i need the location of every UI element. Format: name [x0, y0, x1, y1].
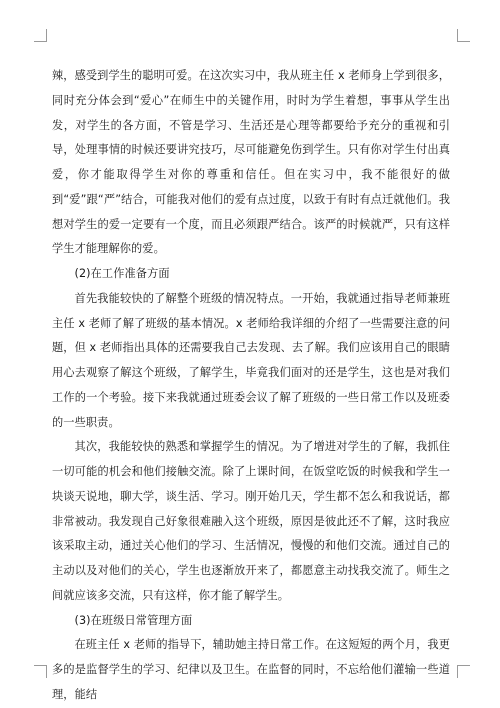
- paragraph-daily-management: 在班主任 x 老师的指导下，辅助她主持日常工作。在这短短的两个月，我更多的是监督学生的学习、纪律以及卫生。在监督的同时，不忘给他们灌输一些道理，能结: [52, 638, 450, 701]
- paragraph-class-overview: 首先我能较快的了解整个班级的情况特点。一开始，我就通过指导老师兼班主任 x 老师了解了班级的基本情况。x 老师给我详细的介绍了一些需要注意的问题，但 x 老师指出具体的还需要我自己去发现、去了解。我们应该用自己的眼睛用心去观察了解这个班级，了解学生，毕竟我们面对的还是学生，这也是对我们工作的一个考验。接下来我就通过班委会议了解了班级的一些日常工作以及班委的一些职责。: [52, 291, 450, 429]
- crop-mark-top-right: [457, 29, 470, 42]
- section-heading-daily-management: (3)在班级日常管理方面: [74, 613, 193, 627]
- section-heading-work-preparation: (2)在工作准备方面: [74, 267, 170, 280]
- crop-mark-bottom-left: [34, 665, 47, 678]
- document-body: [52, 64, 450, 708]
- paragraph-student-familiarity: 其次，我能较快的熟悉和掌握学生的情况。为了增进对学生的了解，我抓住一切可能的机会和他们接触交流。除了上课时间，在饭堂吃饭的时候我和学生一块谈天说地，聊大学，谈生活、学习。刚开始几天，学生都不怎么和我说话，都非常被动。我发现自己好象很难融入这个班级，原因是彼此还不了解，这时我应该采取主动，通过关心他们的学习、生活情况，慢慢的和他们交流。通过自己的主动以及对他们的关心，学生也逐渐放开来了，都愿意主动找我交流了。师生之间就应该多交流，只有这样，你才能了解学生。: [52, 440, 450, 602]
- crop-mark-top-left: [34, 29, 47, 42]
- paragraph-continuation: 辣，感受到学生的聪明可爱。在这次实习中，我从班主任 x 老师身上学到很多，同时充分体会到“爱心”在师生中的关键作用，时时为学生着想，事事从学生出发，对学生的各方面，不管是学习、生活还是心理等都要给予充分的重视和引导，处理事情的时候还要讲究技巧，尽可能避免伤到学生。只有你对学生付出真爱，你才能取得学生对你的尊重和信任。但在实习中，我不能很好的做到“爱”跟“严”结合，可能我对他们的爱有点过度，以致于有时有点迁就他们。我想对学生的爱一定要有一个度，而且必须跟严结合。该严的时候就严，只有这样学生才能理解你的爱。: [52, 69, 450, 256]
- crop-mark-bottom-right: [457, 665, 470, 678]
